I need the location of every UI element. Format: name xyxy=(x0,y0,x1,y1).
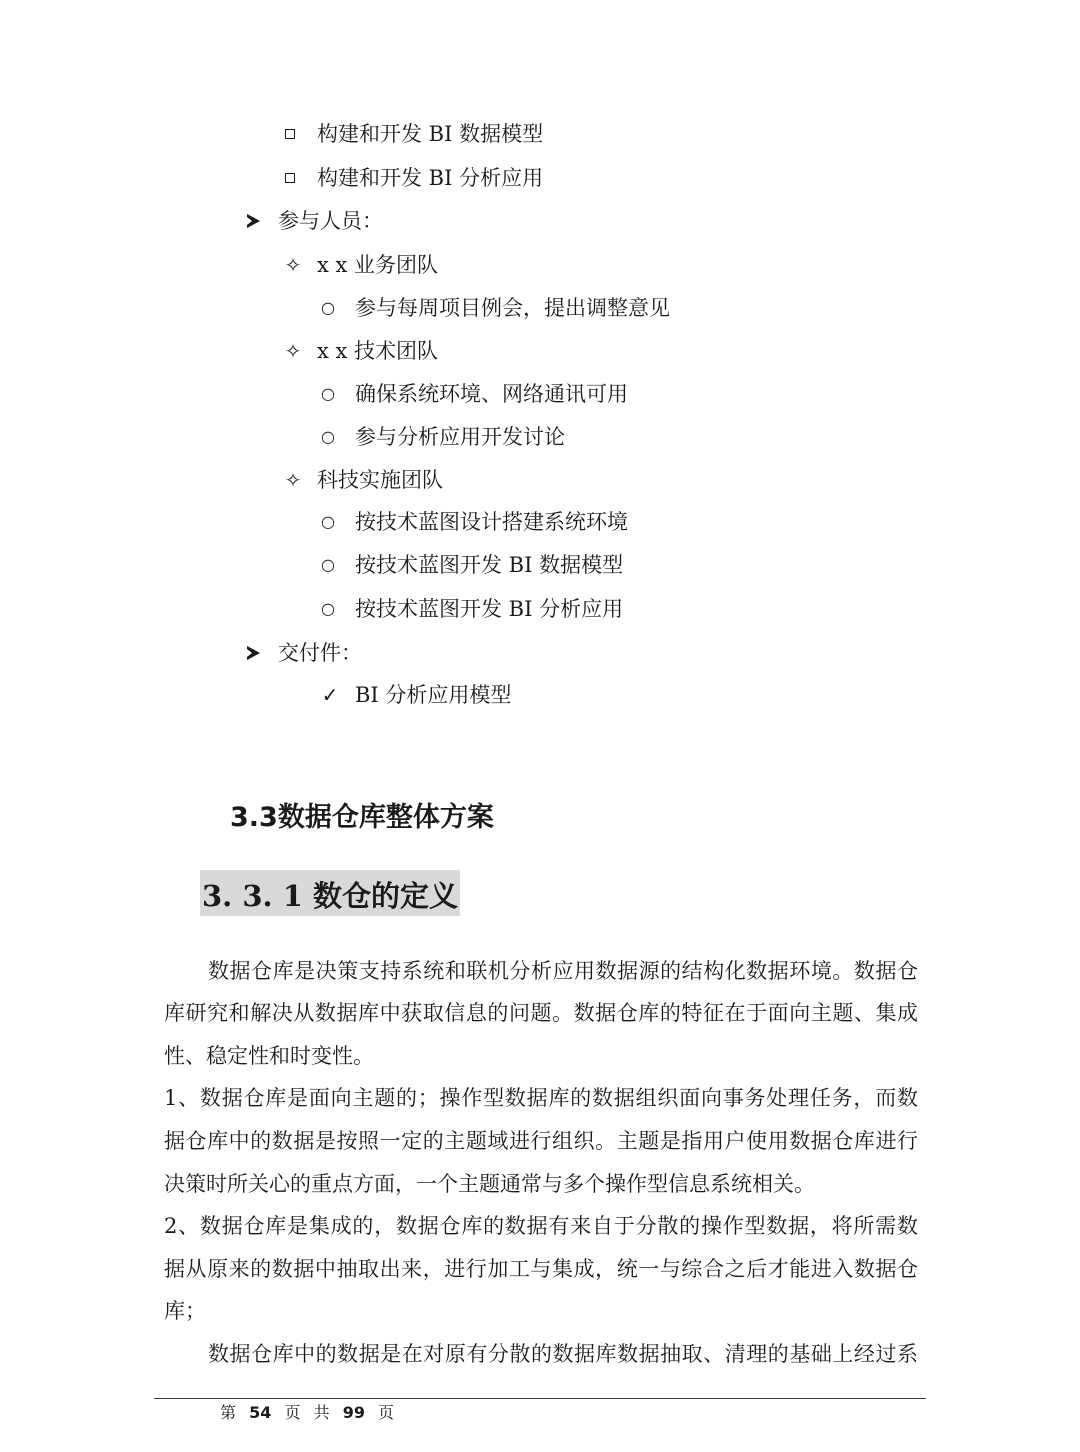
team-tech-item: 参与分析应用开发讨论 xyxy=(355,425,565,449)
square-bullet-icon xyxy=(285,129,295,139)
paragraph-line: 库研究和解决从数据库中获取信息的问题。数据仓库的特征在于面向主题、集成 xyxy=(164,1001,918,1025)
team-impl-item: 按技术蓝图设计搭建系统环境 xyxy=(355,510,628,534)
paragraph-line: 决策时所关心的重点方面，一个主题通常与多个操作型信息系统相关。 xyxy=(164,1172,815,1196)
paragraph-line: 据从原来的数据中抽取出来，进行加工与集成，统一与综合之后才能进入数据仓 xyxy=(164,1257,918,1281)
square-bullet-icon xyxy=(285,173,295,183)
list-item-task-1: 构建和开发 BI 数据模型 xyxy=(317,122,544,146)
team-business-item: 参与每周项目例会，提出调整意见 xyxy=(355,296,670,320)
circle-bullet-icon: ○ xyxy=(321,298,335,317)
deliverable-item: BI 分析应用模型 xyxy=(355,683,512,707)
paragraph-line: 2、数据仓库是集成的，数据仓库的数据有来自于分散的操作型数据，将所需数 xyxy=(164,1214,918,1238)
diamond-bullet-icon: ✧ xyxy=(284,468,302,492)
paragraph-line: 数据仓库中的数据是在对原有分散的数据库数据抽取、清理的基础上经过系 xyxy=(208,1342,918,1366)
circle-bullet-icon: ○ xyxy=(321,384,335,403)
paragraph-line: 库； xyxy=(164,1299,206,1323)
team-tech-item: 确保系统环境、网络通讯可用 xyxy=(355,382,628,406)
paragraph-line: 数据仓库是决策支持系统和联机分析应用数据源的结构化数据环境。数据仓 xyxy=(208,959,918,983)
subsection-heading: 3. 3. 1 数仓的定义 xyxy=(200,870,460,916)
team-impl-item: 按技术蓝图开发 BI 分析应用 xyxy=(355,597,624,621)
footer-page-word: 页 xyxy=(284,1403,301,1422)
deliverables-label: 交付件： xyxy=(278,641,362,665)
team-impl: 科技实施团队 xyxy=(317,468,443,492)
diamond-bullet-icon: ✧ xyxy=(284,339,302,363)
circle-bullet-icon: ○ xyxy=(321,555,335,574)
team-business: x x 业务团队 xyxy=(317,253,439,277)
section-heading: 3.3数据仓库整体方案 xyxy=(230,802,494,833)
team-impl-item: 按技术蓝图开发 BI 数据模型 xyxy=(355,553,624,577)
total-pages-number: 99 xyxy=(342,1403,365,1422)
circle-bullet-icon: ○ xyxy=(321,599,335,618)
check-bullet-icon: ✓ xyxy=(321,683,339,707)
current-page-number: 54 xyxy=(249,1403,272,1422)
footer-total-word: 共 xyxy=(313,1403,330,1422)
paragraph-line: 1、数据仓库是面向主题的；操作型数据库的数据组织面向事务处理任务，而数 xyxy=(164,1086,918,1110)
team-tech: x x 技术团队 xyxy=(317,339,439,363)
list-item-task-2: 构建和开发 BI 分析应用 xyxy=(317,166,544,190)
footer-divider xyxy=(154,1398,926,1399)
paragraph-line: 性、稳定性和时变性。 xyxy=(164,1044,374,1068)
page-footer xyxy=(220,1402,394,1424)
circle-bullet-icon: ○ xyxy=(321,512,335,531)
footer-page-word: 页 xyxy=(378,1403,395,1422)
paragraph-line: 据仓库中的数据是按照一定的主题域进行组织。主题是指用户使用数据仓库进行 xyxy=(164,1129,918,1153)
footer-page-word: 第 xyxy=(220,1403,237,1422)
circle-bullet-icon: ○ xyxy=(321,427,335,446)
diamond-bullet-icon: ✧ xyxy=(284,253,302,277)
participants-label: 参与人员： xyxy=(278,209,383,233)
